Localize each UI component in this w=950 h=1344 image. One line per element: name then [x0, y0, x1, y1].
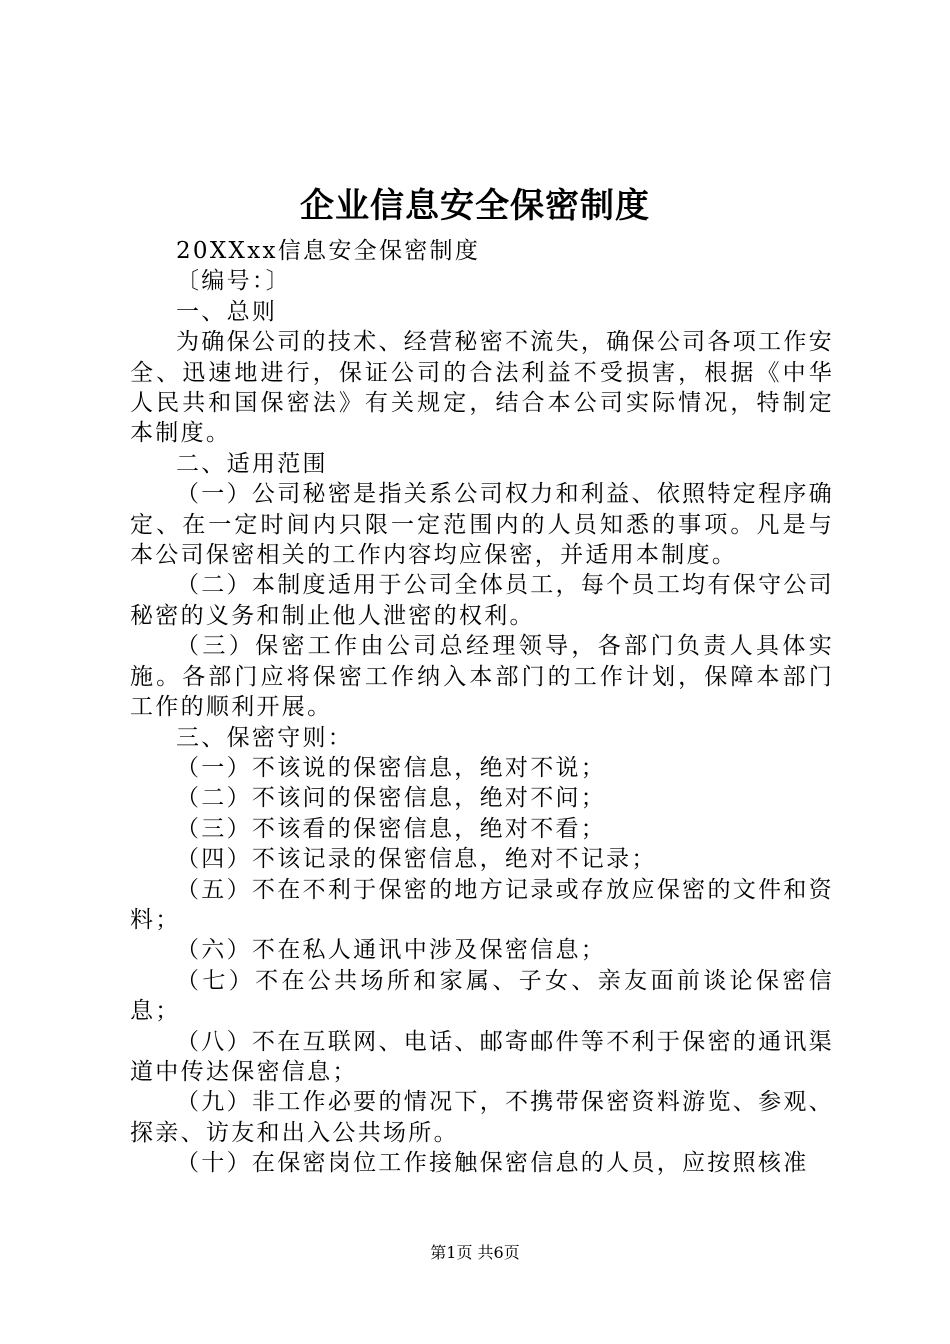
paragraph: 〔编号：〕 — [176, 268, 291, 295]
rule-item: （三）不该看的保密信息，绝对不看； — [176, 815, 607, 842]
paragraph: （三）保密工作由公司总经理领导，各部门负责人具体实施。各部门应将保密工作纳入本部门的工作计划，保障本部门工作的顺利开展。 — [130, 633, 834, 721]
rule-item: （八）不在互联网、电话、邮寄邮件等不利于保密的通讯渠道中传达保密信息； — [130, 1028, 834, 1085]
rule-item: （五）不在不利于保密的地方记录或存放应保密的文件和资料； — [130, 876, 834, 933]
paragraph: （一）公司秘密是指关系公司权力和利益、依照特定程序确定、在一定时间内只限一定范围内的人员知悉的事项。凡是与本公司保密相关的工作内容均应保密，并适用本制度。 — [130, 481, 834, 569]
rule-item: （六）不在私人通讯中涉及保密信息； — [176, 937, 607, 964]
rule-item: （二）不该问的保密信息，绝对不问； — [176, 785, 607, 812]
section-heading: 二、适用范围 — [176, 450, 328, 477]
section-heading: 一、总则 — [176, 298, 278, 325]
rule-item: （四）不该记录的保密信息，绝对不记录； — [176, 846, 657, 873]
rule-item: （一）不该说的保密信息，绝对不说； — [176, 754, 607, 781]
section-heading: 三、保密守则： — [176, 724, 354, 751]
paragraph: 20XXxx信息安全保密制度 — [176, 238, 481, 264]
document-body — [130, 236, 834, 1179]
document-title: 企业信息安全保密制度 — [300, 186, 650, 226]
paragraph: （二）本制度适用于公司全体员工，每个员工均有保守公司秘密的义务和制止他人泄密的权利。 — [130, 572, 834, 629]
page-footer: 第1页 共6页 — [430, 1243, 520, 1262]
rule-item: （九）非工作必要的情况下，不携带保密资料游览、参观、探亲、访友和出入公共场所。 — [130, 1089, 834, 1146]
rule-item: （十）在保密岗位工作接触保密信息的人员，应按照核准 — [176, 1150, 809, 1177]
rule-item: （七）不在公共场所和家属、子女、亲友面前谈论保密信息； — [130, 967, 834, 1025]
paragraph: 为确保公司的技术、经营秘密不流失，确保公司各项工作安全、迅速地进行，保证公司的合法利益不受损害，根据《中华人民共和国保密法》有关规定，结合本公司实际情况，特制定本制度。 — [130, 329, 834, 447]
